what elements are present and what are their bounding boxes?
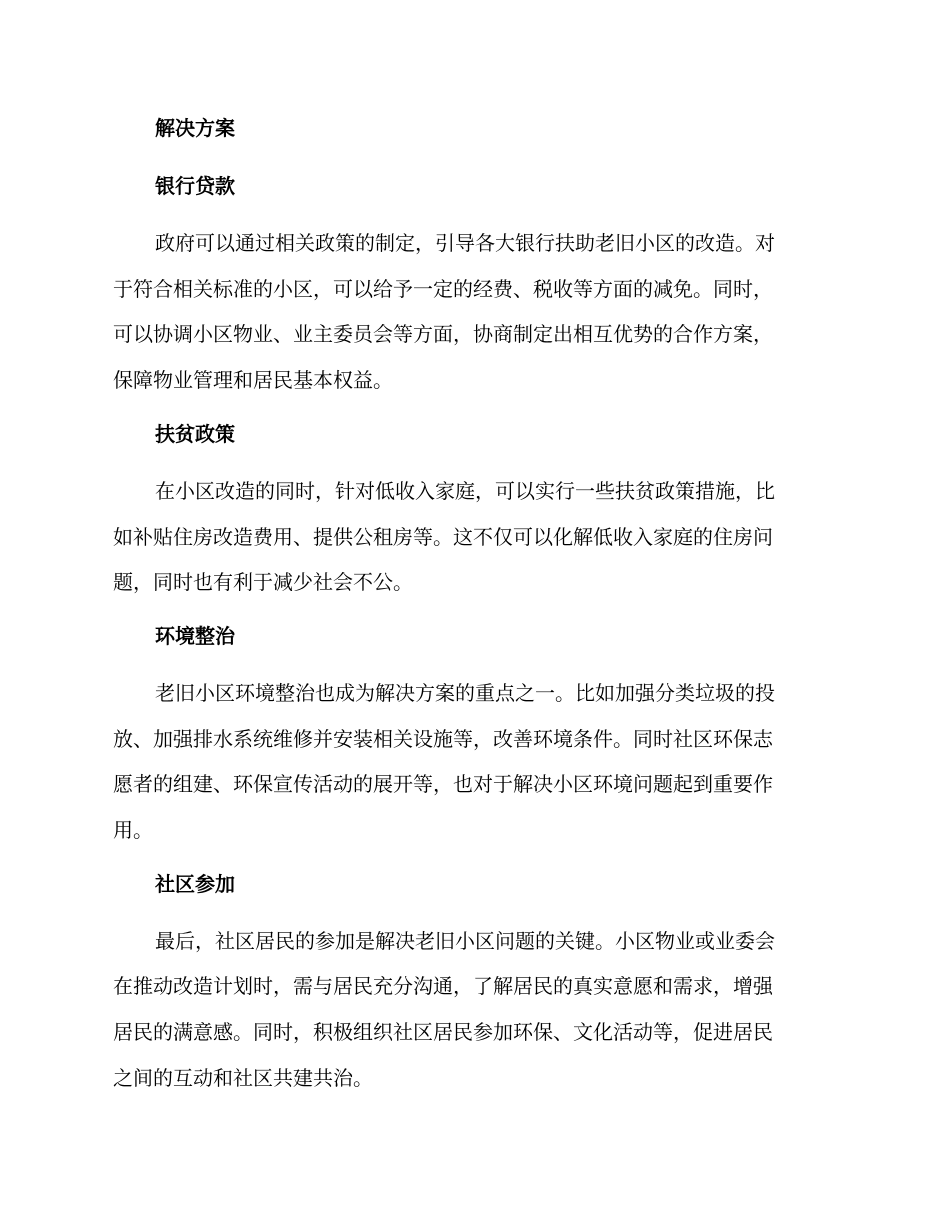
- paragraph-line: 居民的满意感。同时，积极组织社区居民参加环保、文化活动等，促进居民: [113, 1020, 773, 1045]
- paragraph-line: 保障物业管理和居民基本权益。: [113, 368, 393, 393]
- paragraph-line: 最后，社区居民的参加是解决老旧小区问题的关键。小区物业或业委会: [155, 928, 775, 953]
- paragraph-line: 放、加强排水系统维修并安装相关设施等，改善环境条件。同时社区环保志: [113, 726, 773, 751]
- paragraph-line: 如补贴住房改造费用、提供公租房等。这不仅可以化解低收入家庭的住房问: [113, 524, 773, 549]
- document-page: [113, 110, 833, 1114]
- section-heading-poverty-policy: 扶贫政策: [155, 421, 235, 446]
- section-paragraph-environment: [113, 671, 833, 854]
- paragraph-line: 之间的互动和社区共建共治。: [113, 1065, 373, 1090]
- paragraph-line: 用。: [113, 818, 153, 843]
- paragraph-line: 可以协调小区物业、业主委员会等方面，协商制定出相互优势的合作方案，: [113, 322, 773, 347]
- paragraph-line: 政府可以通过相关政策的制定，引导各大银行扶助老旧小区的改造。对: [155, 231, 775, 255]
- paragraph-line: 于符合相关标准的小区，可以给予一定的经费、税收等方面的减免。同时，: [113, 276, 773, 301]
- paragraph-line: 愿者的组建、环保宣传活动的展开等，也对于解决小区环境问题起到重要作: [113, 772, 773, 797]
- section-heading-environment: 环境整治: [155, 623, 235, 648]
- section-heading-bank-loan: 银行贷款: [155, 174, 235, 198]
- section-heading-community: 社区参加: [155, 871, 235, 896]
- paragraph-line: 老旧小区环境整治也成为解决方案的重点之一。比如加强分类垃圾的投: [155, 680, 775, 705]
- main-heading: 解决方案: [155, 116, 235, 140]
- paragraph-line: 在推动改造计划时，需与居民充分沟通，了解居民的真实意愿和需求，增强: [113, 974, 773, 999]
- section-paragraph-community: [113, 919, 833, 1102]
- section-paragraph-bank-loan: [113, 221, 833, 404]
- section-paragraph-poverty-policy: [113, 469, 833, 606]
- paragraph-line: 题，同时也有利于减少社会不公。: [113, 570, 413, 595]
- paragraph-line: 在小区改造的同时，针对低收入家庭，可以实行一些扶贫政策措施，比: [155, 478, 775, 503]
